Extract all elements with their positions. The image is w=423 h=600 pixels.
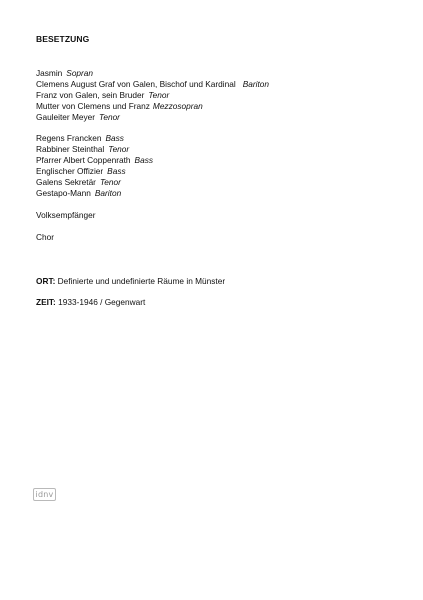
cast-row — [36, 68, 269, 79]
cast-list — [36, 68, 269, 242]
voice-type: Sopran — [66, 68, 94, 78]
ort-text: Definierte und undefinierte Räume in Münster — [57, 276, 226, 286]
cast-row — [36, 188, 269, 199]
role-name: Gauleiter Meyer — [36, 111, 96, 122]
cast-row — [36, 133, 269, 144]
zeit-line — [36, 297, 145, 307]
idnv-watermark: idnv — [33, 488, 56, 501]
cast-row — [36, 166, 269, 177]
chor-entry: Chor — [36, 231, 54, 242]
voice-type: Mezzosopran — [152, 100, 203, 111]
ort-label: ORT: — [36, 276, 56, 286]
cast-row — [36, 155, 269, 166]
cast-row — [36, 112, 269, 123]
role-name: Englischer Offizier — [36, 166, 104, 177]
voice-type: Bariton — [94, 187, 122, 198]
voice-type: Bass — [105, 133, 124, 144]
ort-line — [36, 276, 225, 286]
role-name: Jasmin — [36, 68, 63, 78]
voice-type: Tenor — [99, 177, 121, 188]
zeit-text: 1933-1946 / Gegenwart — [58, 297, 146, 307]
cast-row — [36, 144, 269, 155]
role-name: Regens Francken — [36, 133, 102, 144]
role-name: Clemens August Graf von Galen, Bischof und Kardinal — [36, 78, 236, 89]
zeit-label: ZEIT: — [36, 297, 56, 307]
role-name: Mutter von Clemens und Franz — [36, 100, 150, 111]
role-name: Gestapo-Mann — [36, 187, 91, 198]
cast-row — [36, 101, 269, 112]
voice-type: Bass — [107, 166, 126, 177]
role-name: Pfarrer Albert Coppenrath — [36, 155, 131, 166]
volksempfaenger-entry: Volksempfänger — [36, 209, 96, 220]
cast-row — [36, 177, 269, 188]
besetzung-heading: BESETZUNG — [36, 34, 90, 44]
role-name: Rabbiner Steinthal — [36, 144, 105, 155]
voice-type: Tenor — [148, 89, 170, 100]
role-name: Galens Sekretär — [36, 177, 96, 188]
role-name: Franz von Galen, sein Bruder — [36, 89, 145, 100]
voice-type: Tenor — [108, 144, 130, 155]
voice-type: Bariton — [242, 78, 269, 89]
cast-row — [36, 79, 269, 90]
cast-row — [36, 90, 269, 101]
voice-type: Tenor — [99, 111, 120, 122]
voice-type: Bass — [134, 155, 153, 166]
